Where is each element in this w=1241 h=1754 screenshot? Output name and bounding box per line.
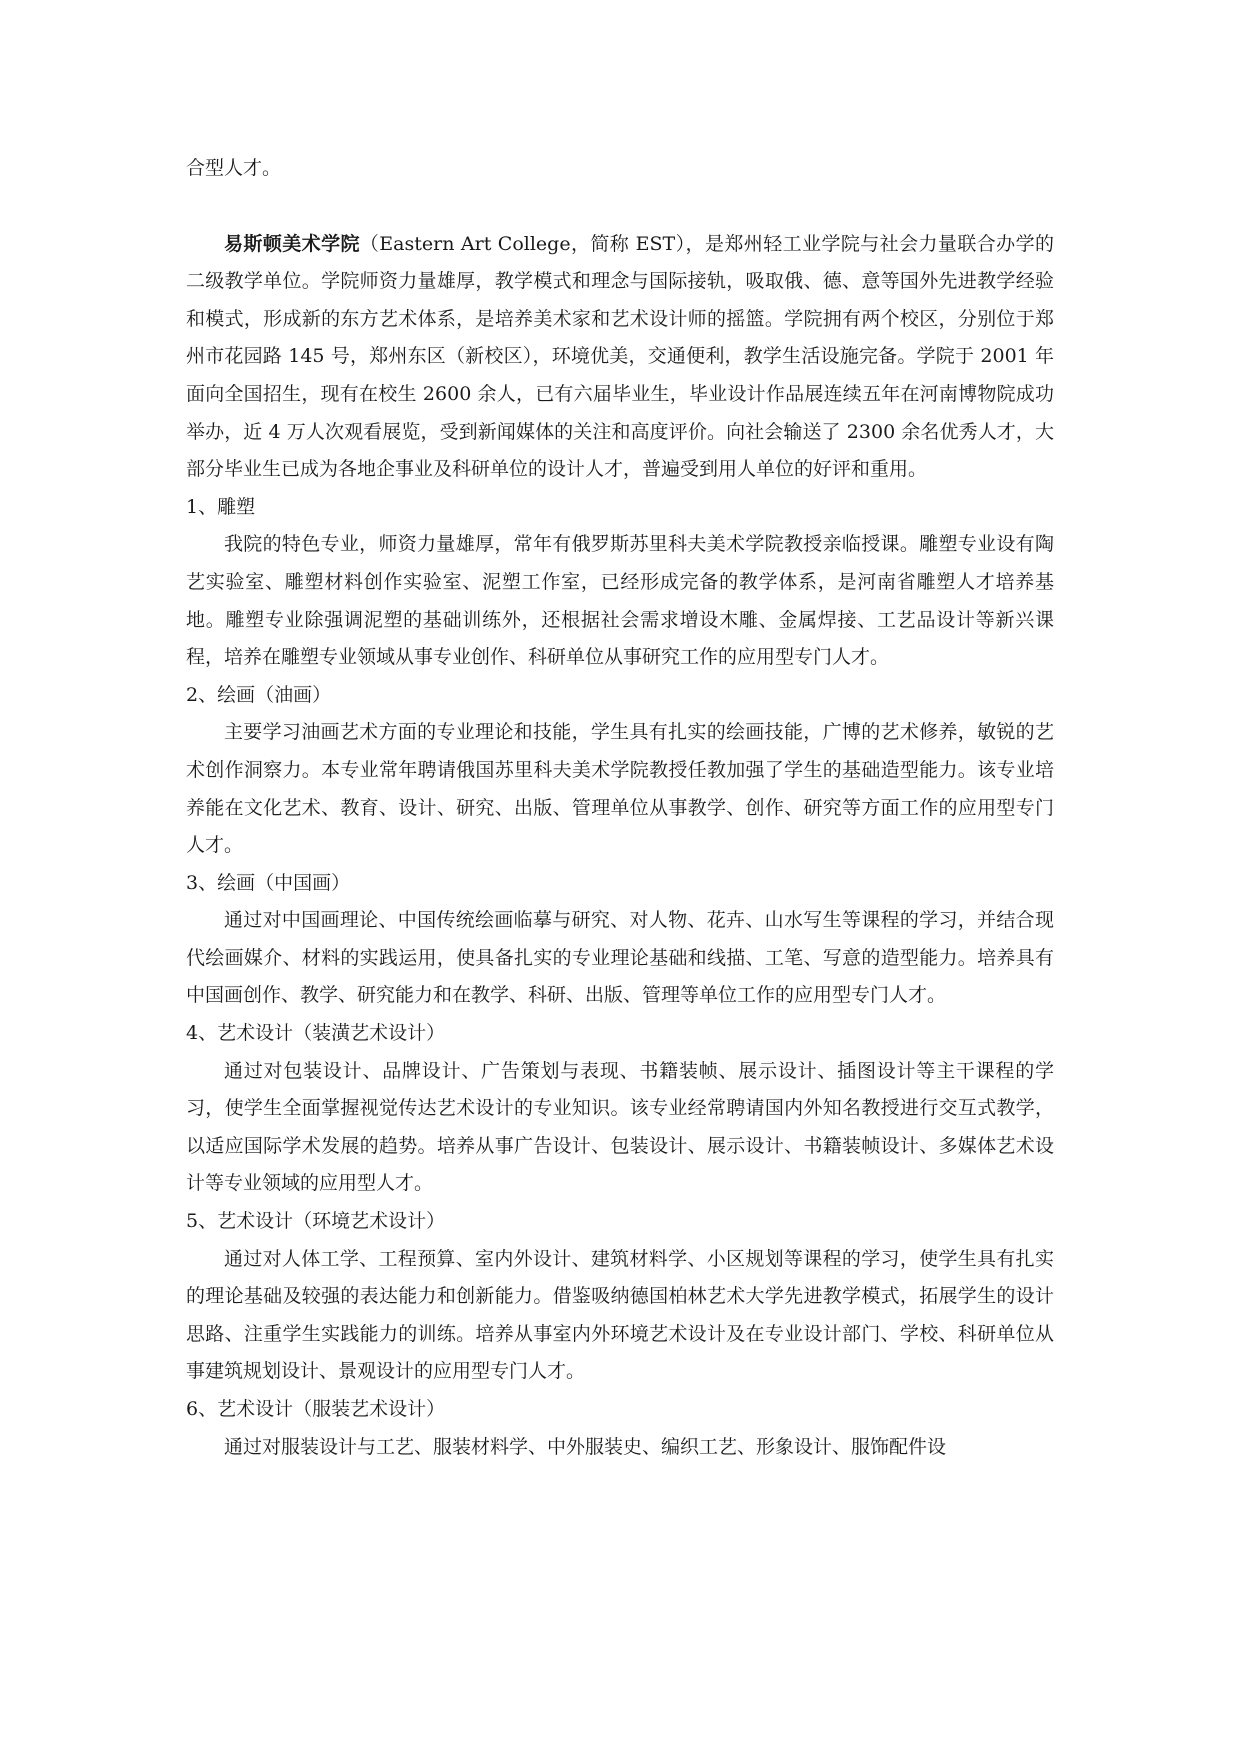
section-body-fashion-design: 通过对服装设计与工艺、服装材料学、中外服装史、编织工艺、形象设计、服饰配件设 (224, 1435, 947, 1458)
intro-paragraph (186, 226, 1054, 489)
section-body-oil-painting: 主要学习油画艺术方面的专业理论和技能，学生具有扎实的绘画技能，广博的艺术修养，敏锐的艺术创作洞察力。本专业常年聘请俄国苏里科夫美术学院教授任教加强了学生的基础造型能力。该专业培养能在文化艺术、教育、设计、研究、出版、管理单位从事教学、创作、研究等方面工作的应用型专门人才。 (186, 721, 1054, 857)
section-heading-decoration-design: 4、艺术设计（装潢艺术设计） (186, 1022, 446, 1045)
section-heading-fashion-design: 6、艺术设计（服装艺术设计） (186, 1398, 446, 1420)
section-body-sculpture: 我院的特色专业，师资力量雄厚，常年有俄罗斯苏里科夫美术学院教授亲临授课。雕塑专业设有陶艺实验室、雕塑材料创作实验室、泥塑工作室，已经形成完备的教学体系，是河南省雕塑人才培养基地。雕塑专业除强调泥塑的基础训练外，还根据社会需求增设木雕、金属焊接、工艺品设计等新兴课程，培养在雕塑专业领域从事专业创作、科研单位从事研究工作的应用型专门人才。 (186, 533, 1054, 669)
section-heading-sculpture: 1、雕塑 (186, 495, 256, 518)
continued-fragment: 合型人才。 (186, 157, 282, 179)
section-body-decoration-design: 通过对包装设计、品牌设计、广告策划与表现、书籍装帧、展示设计、插图设计等主干课程的学习，使学生全面掌握视觉传达艺术设计的专业知识。该专业经常聘请国内外知名教授进行交互式教学，以适应国际学术发展的趋势。培养从事广告设计、包装设计、展示设计、书籍装帧设计、多媒体艺术设计等专业领域的应用型人才。 (186, 1059, 1054, 1195)
document-page (186, 150, 1054, 1466)
section-body-chinese-painting: 通过对中国画理论、中国传统绘画临摹与研究、对人物、花卉、山水写生等课程的学习，并结合现代绘画媒介、材料的实践运用，使具备扎实的专业理论基础和线描、工笔、写意的造型能力。培养具有中国画创作、教学、研究能力和在教学、科研、出版、管理等单位工作的应用型专门人才。 (186, 909, 1054, 1007)
section-body-environment-design: 通过对人体工学、工程预算、室内外设计、建筑材料学、小区规划等课程的学习，使学生具有扎实的理论基础及较强的表达能力和创新能力。借鉴吸纳德国柏林艺术大学先进教学模式，拓展学生的设计思路、注重学生实践能力的训练。培养从事室内外环境艺术设计及在专业设计部门、学校、科研单位从事建筑规划设计、景观设计的应用型专门人才。 (186, 1247, 1054, 1383)
section-heading-oil-painting: 2、绘画（油画） (186, 683, 332, 706)
intro-text: （Eastern Art College，简称 EST），是郑州轻工业学院与社会力量联合办学的二级教学单位。学院师资力量雄厚，教学模式和理念与国际接轨，吸取俄、德、意等国外先进教学经验和模式，形成新的东方艺术体系，是培养美术家和艺术设计师的摇篮。学院拥有两个校区，分别位于郑州市花园路 145 号，郑州东区（新校区），环境优美，交通便利，教学生活设施完备。学院于 2001 年面向全国招生，现有在校生 2600 余人，已有六届毕业生，毕业设计作品展连续五年在河南博物院成功举办，近 4 万人次观看展览，受到新闻媒体的关注和高度评价。向社会输送了 2300 余名优秀人才，大部分毕业生已成为各地企事业及科研单位的设计人才，普遍受到用人单位的好评和重用。 (186, 232, 1054, 481)
college-name: 易斯顿美术学院 (224, 232, 360, 255)
section-heading-chinese-painting: 3、绘画（中国画） (186, 871, 351, 894)
section-heading-environment-design: 5、艺术设计（环境艺术设计） (186, 1210, 446, 1233)
